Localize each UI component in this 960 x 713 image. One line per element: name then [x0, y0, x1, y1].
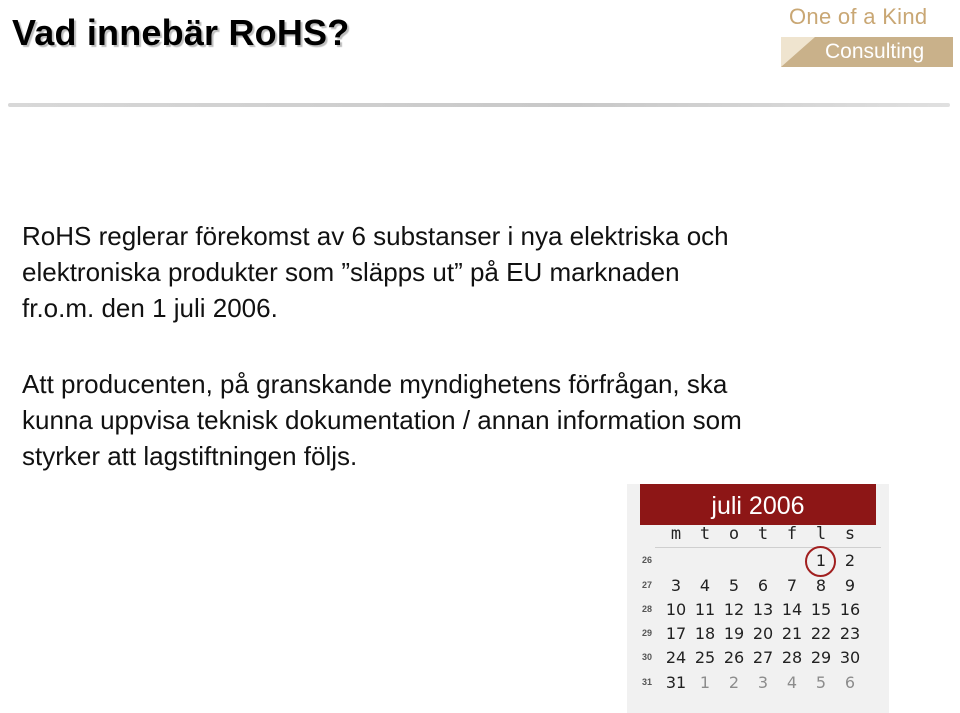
calendar-day[interactable]: 6 [844, 673, 856, 692]
logo-line-1: One of a Kind [789, 4, 928, 29]
week-number: 28 [641, 604, 652, 614]
paragraph-line: styrker att lagstiftningen följs. [22, 441, 358, 471]
weekday-label: t [699, 524, 711, 544]
calendar-day[interactable]: 15 [810, 600, 832, 619]
documentation-paragraph [22, 366, 922, 474]
calendar-day[interactable]: 10 [665, 600, 687, 619]
calendar-day[interactable]: 3 [757, 673, 769, 692]
calendar-day[interactable]: 26 [723, 648, 745, 667]
calendar-day[interactable]: 2 [844, 551, 856, 570]
calendar-day[interactable]: 31 [665, 673, 687, 692]
company-logo [781, 4, 953, 66]
paragraph-line: fr.o.m. den 1 juli 2006. [22, 293, 278, 323]
calendar-day[interactable]: 9 [844, 576, 856, 595]
calendar-grid [627, 526, 889, 713]
weekday-label: s [844, 524, 856, 544]
calendar-header: juli 2006 [640, 484, 876, 525]
calendar-day[interactable]: 22 [810, 624, 832, 643]
calendar-day[interactable]: 30 [839, 648, 861, 667]
week-number: 30 [641, 652, 652, 662]
week-number: 31 [641, 677, 652, 687]
calendar-day[interactable]: 20 [752, 624, 774, 643]
weekday-label: l [815, 524, 827, 544]
week-number: 29 [641, 628, 652, 638]
calendar-day[interactable]: 4 [786, 673, 798, 692]
weekday-label: t [757, 524, 769, 544]
calendar-day[interactable]: 18 [694, 624, 716, 643]
weekday-label: o [728, 524, 740, 544]
week-number: 26 [641, 555, 652, 565]
calendar-day[interactable]: 13 [752, 600, 774, 619]
paragraph-line: Att producenten, på granskande myndighetens förfrågan, ska [22, 369, 728, 399]
calendar-day[interactable]: 5 [728, 576, 740, 595]
calendar-day[interactable]: 6 [757, 576, 769, 595]
calendar-july-2006 [627, 484, 889, 713]
calendar-day[interactable]: 24 [665, 648, 687, 667]
calendar-day[interactable]: 19 [723, 624, 745, 643]
logo-accent-shape [781, 37, 815, 67]
week-number: 27 [641, 580, 652, 590]
paragraph-line: elektroniska produkter som ”släpps ut” på EU marknaden [22, 257, 680, 287]
calendar-day[interactable]: 21 [781, 624, 803, 643]
weekday-label: m [670, 524, 682, 544]
logo-line-2: Consulting [781, 37, 953, 67]
calendar-day[interactable]: 16 [839, 600, 861, 619]
calendar-day[interactable]: 17 [665, 624, 687, 643]
calendar-day[interactable]: 25 [694, 648, 716, 667]
calendar-divider [655, 547, 881, 548]
calendar-day[interactable]: 29 [810, 648, 832, 667]
calendar-day[interactable]: 5 [815, 673, 827, 692]
calendar-day[interactable]: 12 [723, 600, 745, 619]
calendar-day[interactable]: 2 [728, 673, 740, 692]
slide-title: Vad innebär RoHS? [12, 12, 350, 53]
paragraph-line: kunna uppvisa teknisk dokumentation / annan information som [22, 405, 742, 435]
highlight-circle [805, 546, 836, 577]
calendar-day[interactable]: 1 [699, 673, 711, 692]
calendar-day[interactable]: 23 [839, 624, 861, 643]
calendar-day[interactable]: 14 [781, 600, 803, 619]
title-divider [8, 103, 950, 107]
calendar-day[interactable]: 4 [699, 576, 711, 595]
weekday-label: f [786, 524, 798, 544]
calendar-day[interactable]: 27 [752, 648, 774, 667]
calendar-day[interactable]: 28 [781, 648, 803, 667]
calendar-day[interactable]: 7 [786, 576, 798, 595]
paragraph-line: RoHS reglerar förekomst av 6 substanser i nya elektriska och [22, 221, 729, 251]
calendar-day[interactable]: 1 [815, 551, 827, 570]
calendar-day[interactable]: 8 [815, 576, 827, 595]
calendar-day[interactable]: 3 [670, 576, 682, 595]
calendar-day[interactable]: 11 [694, 600, 716, 619]
rohs-definition-paragraph [22, 218, 902, 326]
